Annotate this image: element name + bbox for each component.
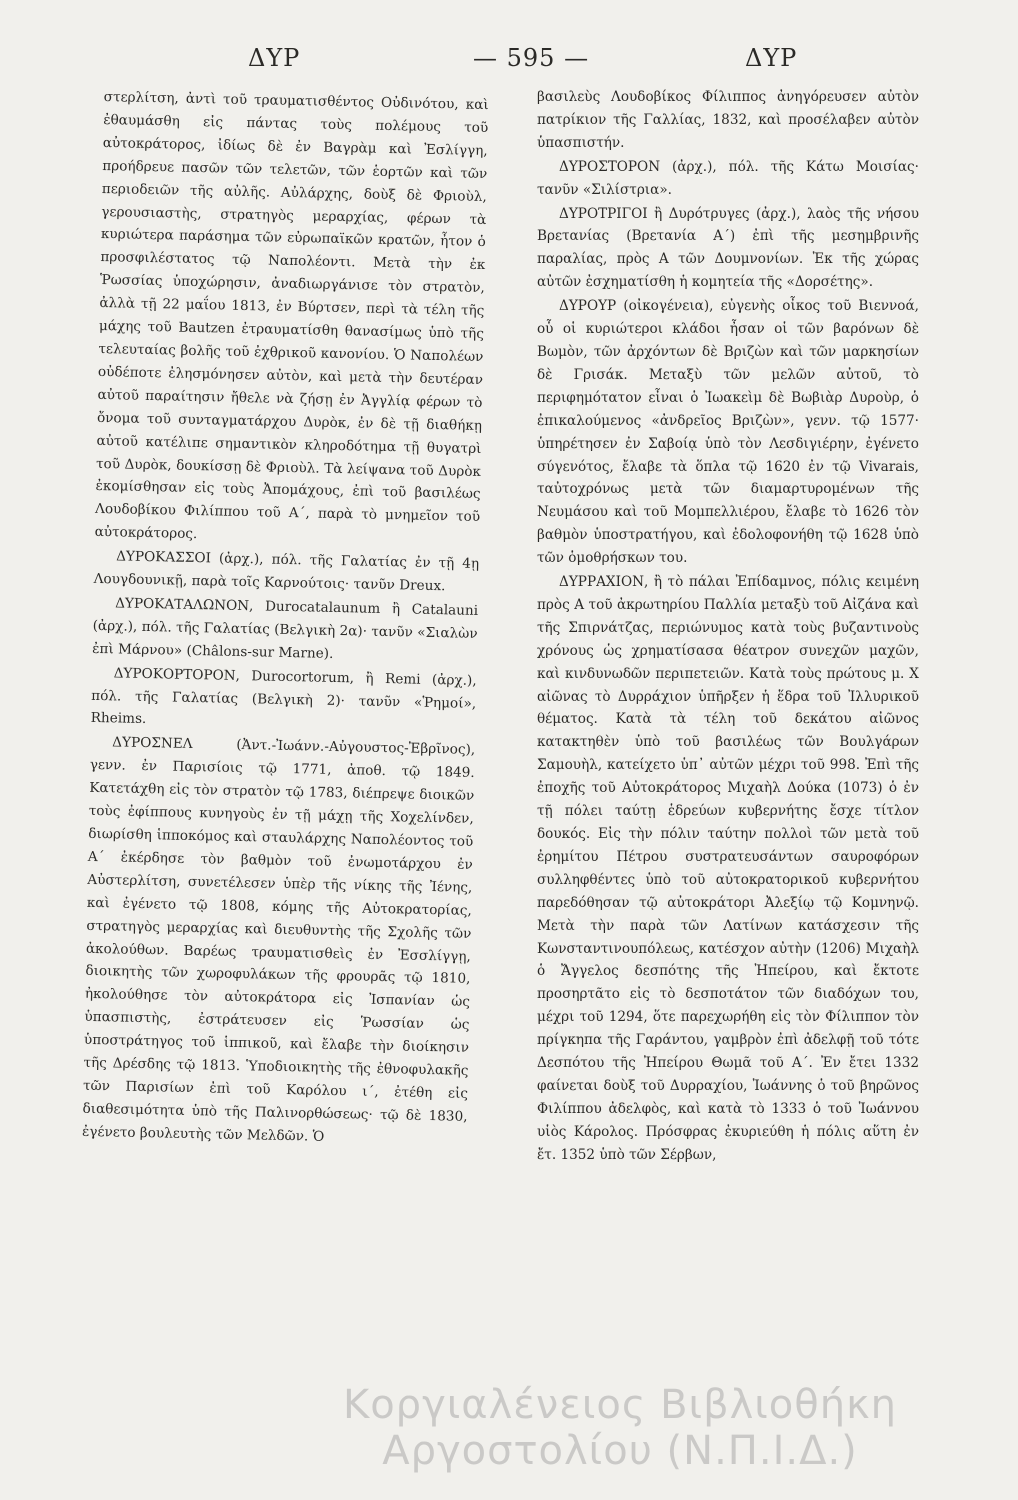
entry-dyrrachion: ΔΥΡΡΑΧΙΟΝ, ἢ τὸ πάλαι Ἐπίδαμνος, πόλις κειμένη πρὸς Α τοῦ ἀκρωτηρίου Παλλία μεταξὺ τοῦ Αἰζάνα καὶ τῆς Σπιρνάτζας, περιώνυμος κατὰ τοὺς βυζαντινοὺς χρόνους ὡς χρηματίσασα θέατρον συνεχῶν μαχῶν, καὶ κινδυνωδῶν περιπετειῶν. Κατὰ τοὺς πρώτους μ. Χ αἰῶνας τὸ Δυρράχιον ὑπῆρξεν ἡ ἕδρα τοῦ Ἰλλυρικοῦ θέματος. Κατὰ τὰ τέλη τοῦ δεκάτου αἰῶνος κατακτηθὲν ὑπὸ τοῦ βασιλέως τῶν Βουλγάρων Σαμουὴλ, κατείχετο ὑπ᾽ αὐτῶν μέχρι τοῦ 998. Ἐπὶ τῆς ἐποχῆς τοῦ Αὐτοκράτορος Μιχαὴλ Δούκα (1073) ὁ ἐν τῇ πόλει ταύτῃ ἑδρεύων κυβερνήτης ἔσχε τίτλον δουκός. Εἰς τὴν πόλιν ταύτην πολλοὶ τῶν μετὰ τοῦ ἐρημίτου Πέτρου συστρατευσάντων σαυροφόρων συλληφθέντες ὑπὸ τοῦ αὐτοκρατορικοῦ κυβερνήτου παρεδόθησαν τῷ αὐτοκράτορι Ἀλεξίῳ τῷ Κομνηνῷ. Μετὰ τὴν παρὰ τῶν Λατίνων κατάσχεσιν τῆς Κωνσταντινουπόλεως, κατέσχον αὐτὴν (1206) Μιχαὴλ ὁ Ἄγγελος δεσπότης τῆς Ἠπείρου, καὶ ἔκτοτε προσηρτᾶτο εἰς τὸ δεσποτάτον τῶν διαδόχων του, μέχρι τοῦ 1294, ὅτε παρεχωρήθη εἰς τὸν Φίλιππον τὸν πρίγκηπα τῆς Γαράντου, γαμβρὸν ἐπὶ ἀδελφῇ τοῦ τότε Δεσπότου τῆς Ἠπείρου Θωμᾶ τοῦ Α΄. Ἐν ἔτει 1332 φαίνεται δοὺξ τοῦ Δυρραχίου, Ἰωάννης ὁ τοῦ βηρῶνος Φιλίππου ἀδελφὸς, καὶ κατὰ τὸ 1333 ὁ τοῦ Ἰωάννου υἱὸς Κάρολος. Πρόσφρας ἐκυριεύθη ἡ πόλις αὕτη ἐν ἔτ. 1352 ὑπὸ τῶν Σέρβων, xyxy=(537,574,919,1163)
right-column xyxy=(537,86,919,1167)
page-header xyxy=(118,44,928,84)
entry-durosnel: ΔΥΡΟΣΝΕΛ (Ἀντ.-Ἰωάνν.-Αὐγουστος-Ἐβρῖνος), γενν. ἐν Παρισίοις τῷ 1771, ἀποθ. τῷ 1849. Κατετάχθη εἰς τὸν στρατὸν τῷ 1783, διέπρεψε διοικῶν τοὺς ἐφίππους κυνηγοὺς ἐν τῇ μάχῃ τῆς Χοχελίνδεν, διωρίσθη ἱπποκόμος καὶ σταυλάρχης Ναπολέοντος τοῦ Α΄ ἐκέρδησε τὸν βαθμὸν τοῦ ἐνωμοτάρχου ἐν Αὐστερλίτση, συνετέλεσεν ὑπὲρ τῆς νίκης τῆς Ἰένης, καὶ ἐγένετο τῷ 1808, κόμης τῆς Αὐτοκρατορίας, στρατηγὸς μεραρχίας καὶ διευθυντὴς τῆς Σχολῆς τῶν ἀκολούθων. Βαρέως τραυματισθεὶς ἐν Ἐσσλίγγῃ, διοικητὴς τῶν χωροφυλάκων τῆς φρουρᾶς τῷ 1810, ἠκολούθησε τὸν αὐτοκράτορα εἰς Ἰσπανίαν ὡς ὑπασπιστὴς, ἐστράτευσεν εἰς Ῥωσσίαν ὡς ὑποστράτηγος τοῦ ἱππικοῦ, καὶ ἔλαβε τὴν διοίκησιν τῆς Δρέσδης τῷ 1813. Ὑποδιοικητὴς τῆς ἐθνοφυλακῆς τῶν Παρισίων ἐπὶ τοῦ Καρόλου ι΄, ἐτέθη εἰς διαθεσιμότητα ὑπὸ τῆς Παλινορθώσεως· τῷ δὲ 1830, ἐγένετο βουλευτὴς τῶν Μελδῶν. Ὁ xyxy=(81,734,476,1145)
header-right: ΔΥΡ xyxy=(745,44,798,72)
entry-durosnel-continued: βασιλεὺς Λουδοβίκος Φίλιππος ἀνηγόρευσεν αὐτὸν πατρίκιον τῆς Γαλλίας, 1832, καὶ προσέλαβεν αὐτὸν ὑπασπιστήν. xyxy=(537,89,919,151)
entry-durour: ΔΥΡΟΥΡ (οἰκογένεια), εὐγενὴς οἶκος τοῦ Βιεννοά, οὗ οἱ κυριώτεροι κλάδοι ἦσαν οἱ τῶν βαρόνων δὲ Βωμὸν, τῶν ἀρχόντων δὲ Βριζὼν καὶ τῶν μαρκησίων δὲ Γρισάκ. Μεταξὺ τῶν μελῶν αὐτοῦ, τὸ περιφημότατον εἶναι ὁ Ἰωακεὶμ δὲ Βωβιὰρ Δυροὺρ, ὁ ἐπικαλούμενος «ἀνδρεῖος Βριζὼν», γενν. τῷ 1577· ὑπηρέτησεν ἐν Σαβοίᾳ ὑπὸ τὸν Λεσδιγιέρην, ἐγένετο σύγενότος, ἔλαβε τὰ ὅπλα τῷ 1620 ἐν τῷ Vivarais, ταὐτοχρόνως μετὰ τῶν διαμαρτυρομένων τῆς Νευμάσου καὶ τοῦ Μομπελλιέρου, ἔλαβε τὸ 1626 τὸν βαθμὸν ὑποστρατήγου, καὶ ἐδολοφονήθη τῷ 1628 ὑπὸ τῶν ὁμοθρήσκων του. xyxy=(537,298,919,567)
left-column xyxy=(82,86,489,1152)
entry-durok-continued: στερλίτση, ἀντὶ τοῦ τραυματισθέντος Οὐδινότου, καὶ ἐθαυμάσθη εἰς πάντας τοὺς πολέμους τοῦ αὐτοκράτορος, ἰδίως δὲ ἐν Βαγρὰμ καὶ Ἐσλίγγη, προήδρευε πασῶν τῶν τελετῶν, τῶν ἑορτῶν καὶ τῶν περιοδειῶν τῆς αὐλῆς. Αὐλάρχης, δοὺξ δὲ Φριοὺλ, γερουσιαστὴς, στρατηγὸς μεραρχίας, φέρων τὰ κυριώτερα παράσημα τῶν εὐρωπαϊκῶν κρατῶν, ἦτον ὁ προσφιλέστατος τῷ Ναπολέοντι. Μετὰ τὴν ἐκ Ῥωσσίας ὑποχώρησιν, ἀναδιωργάνισε τὸν στρατὸν, ἀλλὰ τῇ 22 μαΐου 1813, ἐν Βύρτσεν, περὶ τὰ τέλη τῆς μάχης τοῦ Bautzen ἐτραυματίσθη θανασίμως ὑπὸ τῆς τελευταίας βολῆς τοῦ ἐχθρικοῦ κανονίου. Ὁ Ναπολέων οὐδέποτε ἐλησμόνησεν αὐτὸν, καὶ μετὰ τὴν δευτέραν αὐτοῦ παραίτησιν ἤθελε νὰ ζήσῃ ἐν Ἀγγλίᾳ φέρων τὸ ὄνομα τοῦ συνταγματάρχου Δυρὸκ, ἐν δὲ τῇ διαθήκῃ αὐτοῦ κατέλιπε σημαντικὸν κληροδότημα τῇ θυγατρὶ τοῦ Δυρὸκ, δουκίσσῃ δὲ Φριοὺλ. Τὰ λείψανα τοῦ Δυρὸκ ἐκομίσθησαν εἰς τοὺς Ἀπομάχους, ἐπὶ τοῦ βασιλέως Λουδοβίκου Φιλίππου τοῦ Α΄, παρὰ τὸ μνημεῖον τοῦ αὐτοκράτορος. xyxy=(94,88,489,543)
entry-durotrigoi: ΔΥΡΟΤΡΙΓΟΙ ἢ Δυρότρυγες (ἀρχ.), λαὸς τῆς νήσου Βρετανίας (Βρετανία Α΄) ἐπὶ τῆς μεσημβρινῆς παραλίας, πρὸς Α τῶν Δουμνονίων. Ἐκ τῆς χώρας αὐτῶν ἐσχηματίσθη ἡ κομητεία τῆς «Δορσέτης». xyxy=(537,205,919,291)
page-number: — 595 — xyxy=(473,44,590,72)
entry-durokassoi: ΔΥΡΟΚΑΣΣΟΙ (ἀρχ.), πόλ. τῆς Γαλατίας ἐν τῇ 4ῃ Λουγδουνικῇ, παρὰ τοῖς Καρνούτοις· τανῦν Dreux. xyxy=(93,548,480,595)
entry-durokortoron: ΔΥΡΟΚΟΡΤΟΡΟΝ, Durocortorum, ἢ Remi (ἀρχ.), πόλ. τῆς Γαλατίας (Βελγικὴ 2)· τανῦν «Ῥημοί», Rheims. xyxy=(90,664,477,728)
entry-durokatalonon: ΔΥΡΟΚΑΤΑΛΩΝΟΝ, Durocatalaunum ἢ Catalauni (ἀρχ.), πόλ. τῆς Γαλατίας (Βελγικὴ 2α)· τανῦν «Σιαλὼν ἐπὶ Μάρνου» (Châlons-sur Marne). xyxy=(92,595,479,662)
watermark-line-1: Κοργιαλένειος Βιβλιοθήκη xyxy=(342,1382,898,1428)
entry-durostoron: ΔΥΡΟΣΤΟΡΟΝ (ἀρχ.), πόλ. τῆς Κάτω Μοισίας· τανῦν «Σιλίστρια». xyxy=(537,158,919,198)
library-watermark xyxy=(240,1382,1000,1492)
watermark-line-2: Αργοστολίου (Ν.Π.Ι.Δ.) xyxy=(382,1428,858,1474)
header-left: ΔΥΡ xyxy=(248,44,301,72)
